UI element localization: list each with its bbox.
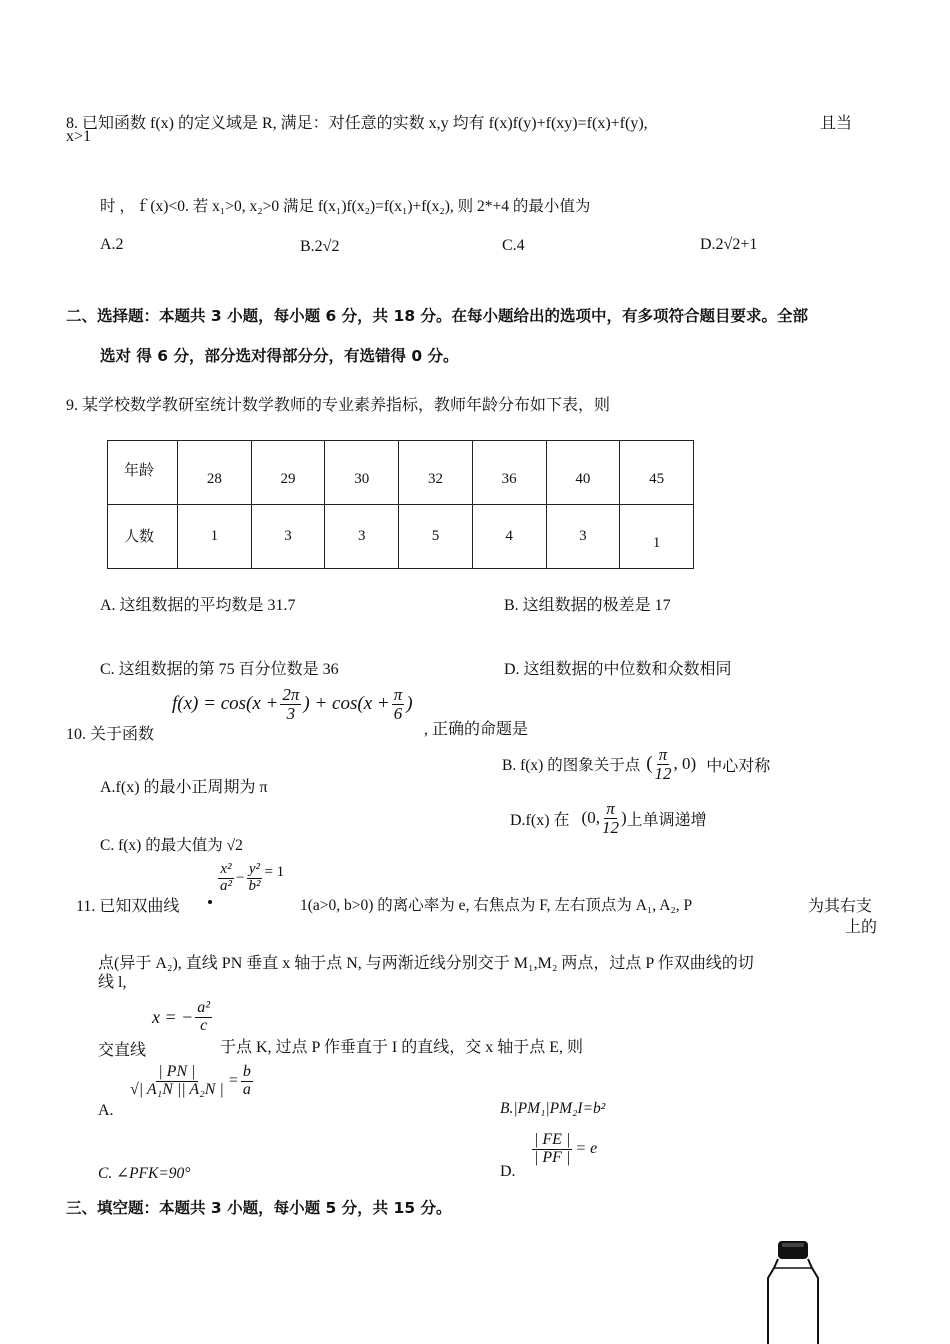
q8-option-c: C.4: [502, 237, 525, 254]
q10-option-d-post: 上单调递增: [626, 811, 707, 829]
q11-frac-y: [246, 862, 262, 895]
section2-heading: 二、选择题：本题共 3 小题，每小题 6 分，共 18 分。在每小题给出的选项中，有多项符合题目要求。全部: [66, 307, 809, 325]
q11-frac-x: [218, 862, 234, 895]
frac-numerator: 2π: [282, 685, 300, 704]
q10-formula-end: ): [406, 693, 413, 715]
q10-option-d: [510, 800, 707, 837]
q11-hyperbola-equation: [218, 862, 284, 895]
table-cell: 28: [178, 441, 252, 505]
frac-denominator: 3: [286, 703, 296, 723]
q11-tail2: 上的: [845, 919, 878, 936]
q11-tail: 为其右支: [808, 898, 873, 915]
q10-option-d-paren-close: ): [620, 808, 627, 828]
frac-denominator: a: [242, 1080, 251, 1098]
frac-denominator: 6: [393, 703, 403, 723]
q11-option-d: [532, 1132, 597, 1167]
q10-option-a: A.f(x) 的最小正周期为 π: [100, 779, 268, 796]
frac-denominator: 12: [654, 763, 672, 783]
table-cell: 年龄: [108, 441, 178, 505]
q11-frac-pn: [128, 1064, 226, 1099]
q11-minus: −: [236, 869, 245, 886]
table-cell: 36: [472, 441, 546, 505]
q9-option-a: A. 这组数据的平均数是 31.7: [100, 597, 296, 614]
section3-heading: 三、填空题：本题共 3 小题，每小题 5 分，共 15 分。: [66, 1199, 452, 1217]
frac-denominator: √| A₁N || A₂N |: [130, 1080, 224, 1098]
frac-numerator: b: [242, 1063, 251, 1080]
q11-option-d-label: D.: [500, 1163, 516, 1180]
frac-numerator: a²: [197, 999, 211, 1016]
q11-frac-fe-pf: [532, 1132, 572, 1167]
q11-line3-pre: 交直线: [98, 1042, 147, 1059]
q8-line1: 8. 已知函数 f(x) 的定义域是 R, 满足：对任意的实数 x,y 均有 f(x)f(y)+f(xy)=f(x)+f(y),: [66, 115, 648, 132]
table-cell: 29: [251, 441, 325, 505]
frac-denominator: | PF |: [534, 1148, 571, 1166]
q11-frac-b-a: [241, 1064, 253, 1099]
q10-suffix: , 正确的命题是: [424, 721, 529, 738]
frac-numerator: x²: [220, 861, 232, 877]
q10-prefix: 10. 关于函数: [66, 726, 155, 743]
q11-option-a-equals: =: [228, 1072, 238, 1090]
q11-line2-wrap: 线 l,: [98, 974, 127, 991]
table-cell: 30: [325, 441, 399, 505]
table-cell: 4: [472, 505, 546, 569]
q11-prefix: 11. 已知双曲线: [76, 898, 180, 915]
q11-equals: = 1: [264, 863, 285, 880]
age-distribution-table: [107, 440, 694, 569]
table-cell: 3: [325, 505, 399, 569]
q10-frac-pi-6: [392, 686, 405, 723]
q11-option-b: B.|PM₁|PM₂I=b²: [500, 1100, 606, 1117]
bottle-cap-ridge: [782, 1243, 804, 1247]
bullet-dot: [208, 900, 212, 904]
q10-option-b-paren-close: , 0): [673, 754, 697, 774]
q8-line1-wrap: x>1: [66, 128, 92, 145]
q10-formula-lhs: f(x) = cos(x +: [172, 693, 279, 715]
table-row: [108, 505, 694, 569]
q9-stem: 9. 某学校数学教研室统计数学教师的专业素养指标，教师年龄分布如下表，则: [66, 397, 611, 414]
q11-option-a: [128, 1064, 253, 1099]
q10-formula-mid: ) + cos(x +: [303, 693, 390, 715]
section2-heading-line2: 选对 得 6 分，部分选对得部分分，有选错得 0 分。: [100, 347, 459, 365]
q10-option-d-text: D.f(x) 在: [510, 811, 570, 829]
frac-denominator: 12: [601, 817, 619, 837]
q11-condition: 1(a>0, b>0) 的离心率为 e, 右焦点为 F, 左右顶点为 A₁, A₂, P: [300, 897, 693, 914]
frac-numerator: | PN |: [158, 1063, 196, 1080]
table-cell: 人数: [108, 505, 178, 569]
q8-option-a: A.2: [100, 236, 124, 253]
q8-option-b: B.2√2: [300, 238, 340, 255]
q10-option-b-post: 中心对称: [706, 757, 771, 775]
q11-option-a-label: A.: [98, 1102, 114, 1119]
q11-option-c: C. ∠PFK=90°: [98, 1165, 191, 1182]
table-cell: 1: [178, 505, 252, 569]
frac-numerator: π: [393, 685, 403, 704]
table-cell: 5: [399, 505, 473, 569]
q11-frac-a2-c: [195, 1000, 212, 1035]
frac-numerator: π: [658, 745, 668, 764]
q10-option-b-text: B. f(x) 的图象关于点: [502, 757, 641, 775]
q8-line1-tail: 且当: [820, 115, 853, 132]
q8-option-d: D.2√2+1: [700, 236, 758, 253]
frac-numerator: π: [606, 799, 615, 818]
q10-option-c: C. f(x) 的最大值为 √2: [100, 837, 243, 854]
q11-option-d-equals: = e: [575, 1140, 598, 1158]
q8-line2: 时 ，ｆ(x)<0. 若 x₁>0, x₂>0 满足 f(x₁)f(x₂)=f(x₁)+f(x₂), 则 2*+4 的最小值为: [100, 198, 591, 215]
table-cell: 3: [546, 505, 620, 569]
table-cell: 40: [546, 441, 620, 505]
bottle-drawing: [764, 1238, 824, 1344]
frac-denominator: c: [200, 1016, 208, 1034]
table-cell: 3: [251, 505, 325, 569]
frac-numerator: | FE |: [534, 1131, 571, 1148]
q9-option-c: C. 这组数据的第 75 百分位数是 36: [100, 661, 339, 678]
q11-directrix: [152, 1000, 212, 1035]
q10-option-b: [502, 746, 770, 783]
q11-line3-post: 于点 K, 过点 P 作垂直于 I 的直线，交 x 轴于点 E, 则: [220, 1039, 583, 1056]
bottle-body: [768, 1259, 818, 1344]
table-cell: 32: [399, 441, 473, 505]
q10-frac-pi-12-b: [600, 800, 621, 837]
frac-denominator: a²: [220, 877, 232, 894]
q10-option-b-paren: (: [646, 753, 653, 775]
q10-formula: [172, 686, 413, 723]
q9-option-d: D. 这组数据的中位数和众数相同: [504, 661, 732, 678]
table-cell: 45: [620, 441, 694, 505]
q10-frac-2pi-3: [280, 686, 301, 723]
q9-option-b: B. 这组数据的极差是 17: [504, 597, 671, 614]
q11-directrix-lhs: x = −: [152, 1006, 194, 1027]
frac-numerator: y²: [248, 861, 261, 877]
q11-line2: 点(异于 A₂), 直线 PN 垂直 x 轴于点 N, 与两渐近线分别交于 M₁,M₂ 两点，过点 P 作双曲线的切: [98, 955, 754, 972]
q10-option-d-paren: (0,: [581, 808, 600, 828]
table-row: [108, 441, 694, 505]
q10-frac-pi-12: [653, 746, 674, 783]
frac-denominator: b²: [248, 877, 261, 894]
table-cell: 1: [620, 505, 694, 569]
